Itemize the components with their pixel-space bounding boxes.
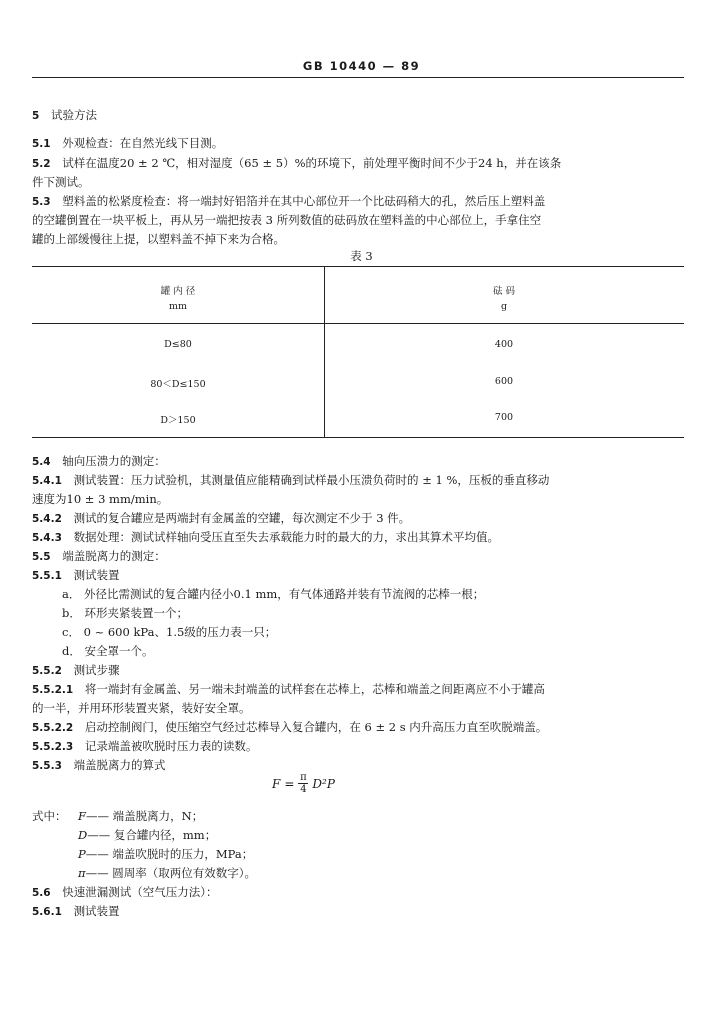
list-item-d: d． 安全罩一个。 xyxy=(62,644,154,658)
where-row-d xyxy=(78,827,216,843)
clause-5-4-number: 5.4 xyxy=(32,456,51,468)
table-row-1-weight: 400 xyxy=(494,339,514,350)
formula xyxy=(272,772,335,795)
table-row-3-diameter: D＞150 xyxy=(160,415,196,426)
clause-5-4-1-number: 5.4.1 xyxy=(32,475,62,487)
clause-5-2-text-1: 试样在温度20 ± 2 ℃，相对湿度（65 ± 5）%的环境下，前处理平衡时间不少于24 h，并在该条 xyxy=(62,156,562,170)
clause-5-1-text: 外观检查：在自然光线下目测。 xyxy=(62,136,224,150)
clause-5-5-1-number: 5.5.1 xyxy=(32,570,62,582)
clause-5-5-2-1-line-2: 的一半，并用环形装置夹紧，装好安全罩。 xyxy=(32,701,251,715)
formula-fraction-denominator: 4 xyxy=(300,784,307,795)
list-item-c: c． 0 ~ 600 kPa、1.5级的压力表一只； xyxy=(62,625,277,639)
clause-5-4-2-text: 测试的复合罐应是两端封有金属盖的空罐，每次测定不少于 3 件。 xyxy=(73,511,411,525)
clause-5-6-1 xyxy=(32,903,684,920)
clause-5-3-number: 5.3 xyxy=(32,196,51,208)
clause-5-5-2-2-text: 启动控制阀门，使压缩空气经过芯棒导入复合罐内，在 6 ± 2 s 内升高压力直至吹脱端盖。 xyxy=(84,720,548,734)
list-item-a: a． 外径比需测试的复合罐内径小0.1 mm，有气体通路并装有节流阀的芯棒一根； xyxy=(62,587,485,601)
list-item-b: b． 环形夹紧装置一个； xyxy=(62,606,189,620)
clause-5-3-line-2: 的空罐倒置在一块平板上，再从另一端把按表 3 所列数值的砝码放在塑料盖的中心部位上，手拿住空 xyxy=(32,213,542,227)
clause-5-5-2-3 xyxy=(32,738,684,755)
clause-5-4-text: 轴向压溃力的测定： xyxy=(62,454,166,468)
formula-lhs: F xyxy=(272,776,281,791)
where-desc-p: —— 端盖吹脱时的压力，MPa； xyxy=(85,847,254,861)
clause-5-5-1-text: 测试装置 xyxy=(73,568,120,582)
clause-5-5-3 xyxy=(32,757,684,774)
clause-5-6-1-number: 5.6.1 xyxy=(32,906,62,918)
where-symbol-d: D xyxy=(78,828,88,842)
table-row-3-weight: 700 xyxy=(494,412,514,423)
clause-5-4 xyxy=(32,453,684,470)
clause-5-5-2 xyxy=(32,662,684,679)
where-desc-d: —— 复合罐内径，mm； xyxy=(87,828,217,842)
where-lead: 式中： xyxy=(32,809,67,823)
clause-5-3-line-3: 罐的上部缓慢往上提，以塑料盖不掉下来为合格。 xyxy=(32,232,285,246)
where-symbol-f: F xyxy=(78,809,86,823)
clause-5-5-number: 5.5 xyxy=(32,551,51,563)
clause-5-3-text-1: 塑料盖的松紧度检查：将一端封好铝箔并在其中心部位开一个比砝码稍大的孔，然后压上塑料盖 xyxy=(62,194,546,208)
clause-5-4-3 xyxy=(32,529,684,546)
formula-fraction-numerator: π xyxy=(300,772,307,783)
clause-5-4-3-number: 5.4.3 xyxy=(32,532,62,544)
table-header-weight: 砝 码 xyxy=(492,286,516,297)
where-row-pi xyxy=(78,865,256,881)
table-row-2-diameter: 80＜D≤150 xyxy=(150,379,206,390)
clause-5-2-line-1 xyxy=(32,155,684,172)
clause-5-5-2-3-text: 记录端盖被吹脱时压力表的读数。 xyxy=(84,739,258,753)
section-5-title: 试验方法 xyxy=(50,108,97,122)
section-5-number: 5 xyxy=(32,110,40,122)
clause-5-4-2 xyxy=(32,510,684,527)
formula-fraction xyxy=(298,772,308,795)
clause-5-5-text: 端盖脱离力的测定： xyxy=(62,549,166,563)
clause-5-5-2-3-number: 5.5.2.3 xyxy=(32,741,74,753)
where-row-f xyxy=(78,808,203,824)
table-header-inner-diameter: 罐 内 径 xyxy=(160,286,196,297)
clause-5-5-3-number: 5.5.3 xyxy=(32,760,62,772)
clause-5-6 xyxy=(32,884,684,901)
table-row-1-diameter: D≤80 xyxy=(164,339,192,350)
formula-equals: = xyxy=(284,776,295,791)
clause-5-4-1-line-2: 速度为10 ± 3 mm/min。 xyxy=(32,492,169,506)
table-header-divider xyxy=(32,323,684,324)
clause-5-5-2-1-number: 5.5.2.1 xyxy=(32,684,74,696)
clause-5-5-2-1-text-1: 将一端封有金属盖、另一端未封端盖的试样套在芯棒上，芯棒和端盖之间距离应不小于罐高 xyxy=(84,682,545,696)
clause-5-5-2-1-line-1 xyxy=(32,681,684,698)
clause-5-3-line-1 xyxy=(32,193,684,210)
where-symbol-pi: π xyxy=(78,866,86,880)
table-header-weight-unit: g xyxy=(500,301,508,312)
document-header: GB 10440 — 89 xyxy=(302,59,421,73)
clause-5-2-line-2: 件下测试。 xyxy=(32,175,90,189)
table-3-caption: 表 3 xyxy=(350,249,373,263)
where-row-p xyxy=(78,846,253,862)
where-desc-pi: —— 圆周率（取两位有效数字）。 xyxy=(85,866,256,880)
clause-5-2-number: 5.2 xyxy=(32,158,51,170)
clause-5-6-number: 5.6 xyxy=(32,887,51,899)
clause-5-5-1 xyxy=(32,567,684,584)
table-row-2-weight: 600 xyxy=(494,376,514,387)
clause-5-4-2-number: 5.4.2 xyxy=(32,513,62,525)
table-header-inner-diameter-unit: mm xyxy=(168,301,188,312)
formula-rhs: D²P xyxy=(312,776,335,791)
where-desc-f: —— 端盖脱离力，N； xyxy=(85,809,204,823)
clause-5-4-1-line-1 xyxy=(32,472,684,489)
clause-5-5-2-2-number: 5.5.2.2 xyxy=(32,722,74,734)
clause-5-5-2-number: 5.5.2 xyxy=(32,665,62,677)
clause-5-5-3-text: 端盖脱离力的算式 xyxy=(73,758,166,772)
section-5-heading xyxy=(32,107,684,124)
clause-5-1 xyxy=(32,135,684,152)
clause-5-1-number: 5.1 xyxy=(32,138,51,150)
clause-5-4-1-text-1: 测试装置：压力试验机，其测量值应能精确到试样最小压溃负荷时的 ± 1 %，压板的垂直移动 xyxy=(73,473,550,487)
clause-5-5 xyxy=(32,548,684,565)
table-3 xyxy=(32,266,684,438)
where-symbol-p: P xyxy=(78,847,86,861)
clause-5-5-2-2 xyxy=(32,719,684,736)
clause-5-6-1-text: 测试装置 xyxy=(73,904,120,918)
clause-5-4-3-text: 数据处理：测试试样轴向受压直至失去承载能力时的最大的力，求出其算术平均值。 xyxy=(73,530,500,544)
header-rule xyxy=(32,77,684,78)
clause-5-5-2-text: 测试步骤 xyxy=(73,663,120,677)
clause-5-6-text: 快速泄漏测试（空气压力法）： xyxy=(62,885,218,899)
